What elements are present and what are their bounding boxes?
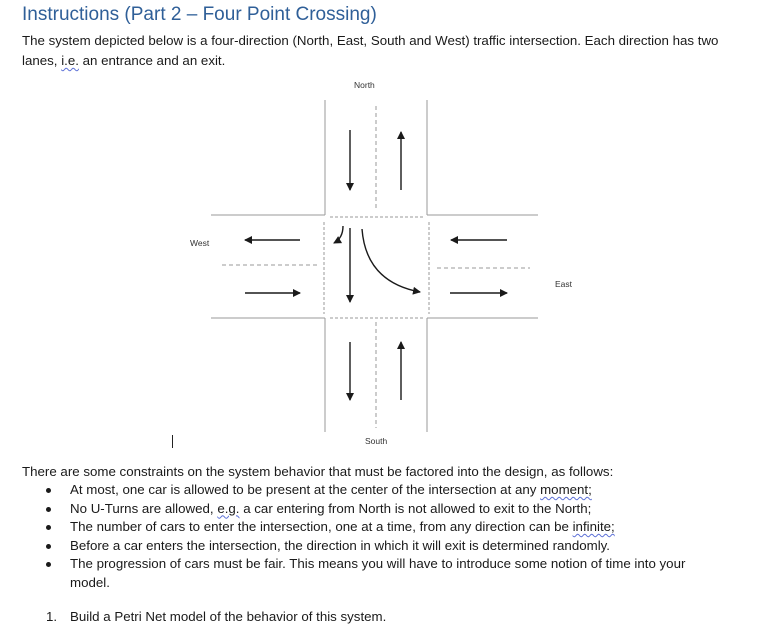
label-west: West: [190, 238, 210, 248]
list-item: No U-Turns are allowed, e.g. a car entering from North is not allowed to exit to the North;: [44, 500, 724, 519]
bullet-icon: [46, 525, 51, 530]
constraints-list: [44, 481, 724, 592]
intro-text-end: an entrance and an exit.: [78, 53, 226, 68]
list-item: The number of cars to enter the intersection, one at a time, from any direction can be infinite;: [44, 518, 724, 537]
bullet-icon: [46, 507, 51, 512]
spelling-flag[interactable]: moment;: [540, 482, 592, 497]
list-item: Before a car enters the intersection, the direction in which it will exit is determined randomly.: [44, 537, 724, 556]
task-item: [46, 609, 386, 624]
spelling-flag[interactable]: e.g.: [217, 500, 240, 516]
label-east: East: [555, 279, 573, 289]
label-south: South: [365, 436, 388, 446]
bullet-icon: [46, 562, 51, 567]
spelling-flag[interactable]: infinite;: [572, 519, 615, 534]
intro-text: The system depicted below is a four-direction (North, East, South and West) traffic intersection. Each direction has two lanes,: [22, 33, 719, 68]
bullet-icon: [46, 488, 51, 493]
spelling-flag-ie[interactable]: i.e.: [61, 53, 79, 68]
constraints-intro: There are some constraints on the system behavior that must be factored into the design, as follows:: [22, 464, 614, 479]
list-item: The progression of cars must be fair. This means you will have to introduce some notion of time into your model.: [44, 555, 724, 592]
task-number: 1.: [46, 609, 58, 624]
text-cursor: [172, 435, 173, 448]
right-turn-arrow: [334, 226, 343, 243]
left-turn-arrow: [362, 229, 420, 292]
label-north: North: [354, 80, 375, 90]
bullet-icon: [46, 544, 51, 549]
list-item: At most, one car is allowed to be present at the center of the intersection at any moment;: [44, 481, 724, 500]
task-text: Build a Petri Net model of the behavior of this system.: [70, 609, 387, 624]
page-title: Instructions (Part 2 – Four Point Crossing): [22, 4, 377, 25]
